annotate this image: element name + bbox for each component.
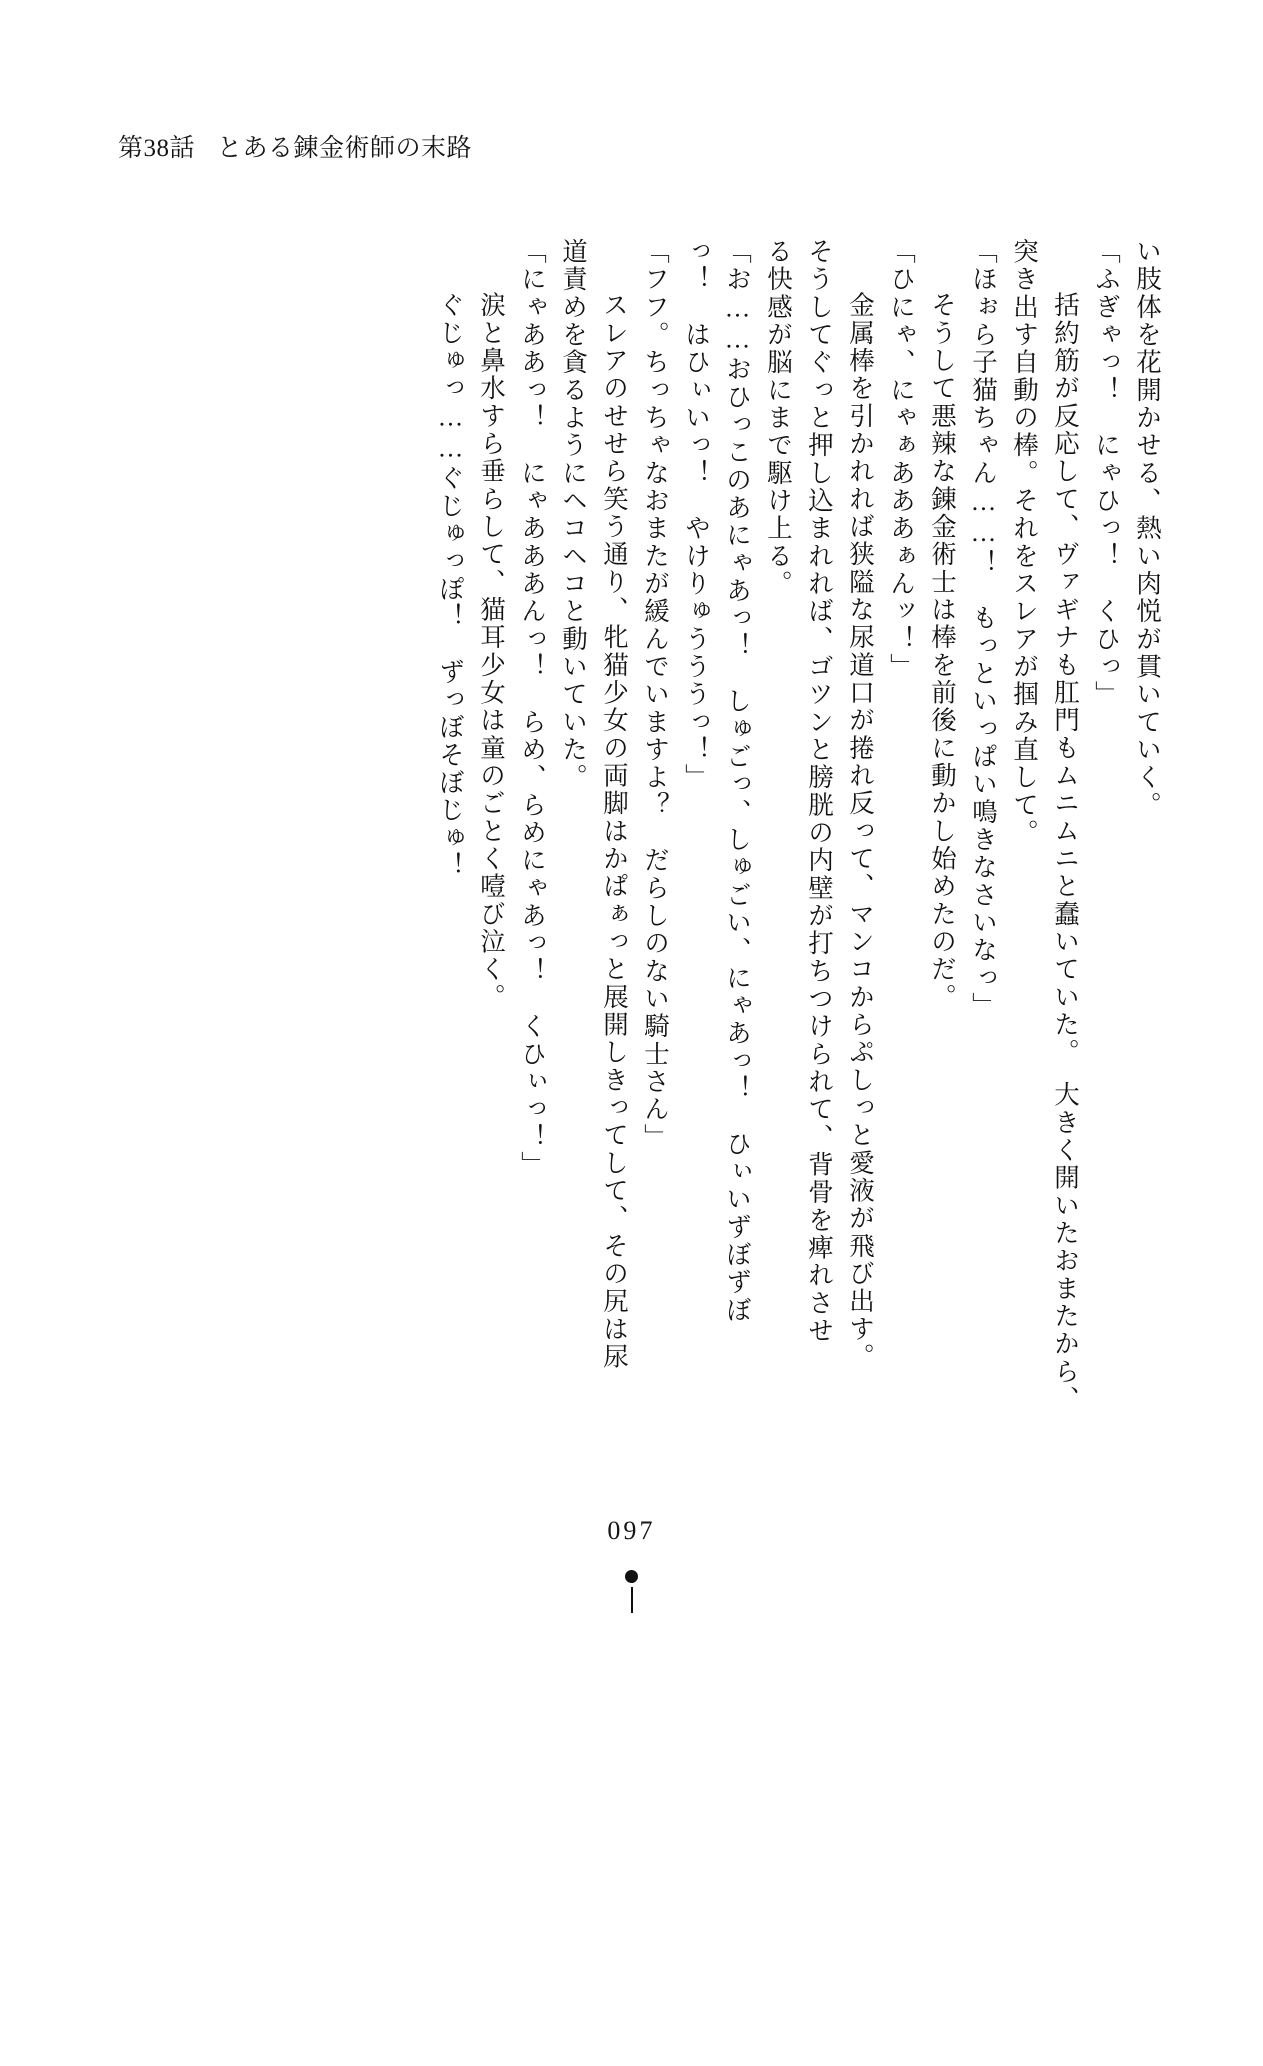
chapter-number: 第38話 [118,135,196,162]
text-column: 「お……おひっこのあにゃあっ！ しゅごっ、しゅごい、にゃあっ！ ひぃいずぼずぼ [723,238,752,1325]
footer-ornament [625,1570,639,1613]
text-column: 「にゃああっ！ にゃあああんっ！ らめ、らめにゃあっ！ くひぃっ！」 [518,238,547,1179]
page-number: 097 [607,1516,656,1545]
text-column: る快感が脳にまで駆け上る。 [764,238,793,598]
text-column: 「フフ。ちっちゃなおまたが緩んでいますよ？ だらしのない騎士さん」 [641,238,670,1152]
text-column: 涙と鼻水すら垂らして、猫耳少女は童のごとく噎び泣く。 [477,264,506,1012]
footer-rule [631,1587,633,1613]
text-column: 金属棒を引かれれば狭隘な尿道口が捲れ反って、マンコからぷしっと愛液が飛び出す。 [846,264,875,1371]
running-head [118,128,472,164]
text-column: 「ひにゃ、にゃぁあああぁんッ！」 [887,238,916,681]
chapter-title: とある錬金術師の末路 [217,135,473,162]
text-column: 道責めを貪るようにヘコヘコと動いていた。 [559,238,588,792]
text-column: ぐじゅっ……ぐじゅっぽ！ ずっぼそぼじゅ！ [436,264,465,880]
footer-dot-icon [625,1570,638,1583]
text-column: スレアのせせら笑う通り、牝猫少女の両脚はかぱぁっと展開しきってして、その尻は尿 [600,264,629,1371]
text-column: い肢体を花開かせる、熱い肉悦が貫いていく。 [1133,238,1162,820]
text-column: っ！ はひぃいっ！ やけりゅうううっ！」 [682,238,711,792]
vertical-text-body [110,238,1160,1538]
text-column: 括約筋が反応して、ヴァギナも肛門もムニムニと蠢いていた。 大きく開いたおまたから、 [1051,264,1080,1414]
text-column: 「ほぉら子猫ちゃん……！ もっといっぱい鳴きなさいなっ」 [969,238,998,1020]
text-column: そうしてぐっと押し込まれれば、ゴツンと膀胱の内壁が打ちつけられて、背骨を痺れさせ [805,238,834,1345]
text-column: 「ふぎゃっ！ にゃひっ！ くひっ」 [1092,238,1121,709]
text-column: 突き出す自動の棒。それをスレアが掴み直して。 [1010,238,1039,847]
text-column: そうして悪辣な錬金術士は棒を前後に動かし始めたのだ。 [928,264,957,1012]
